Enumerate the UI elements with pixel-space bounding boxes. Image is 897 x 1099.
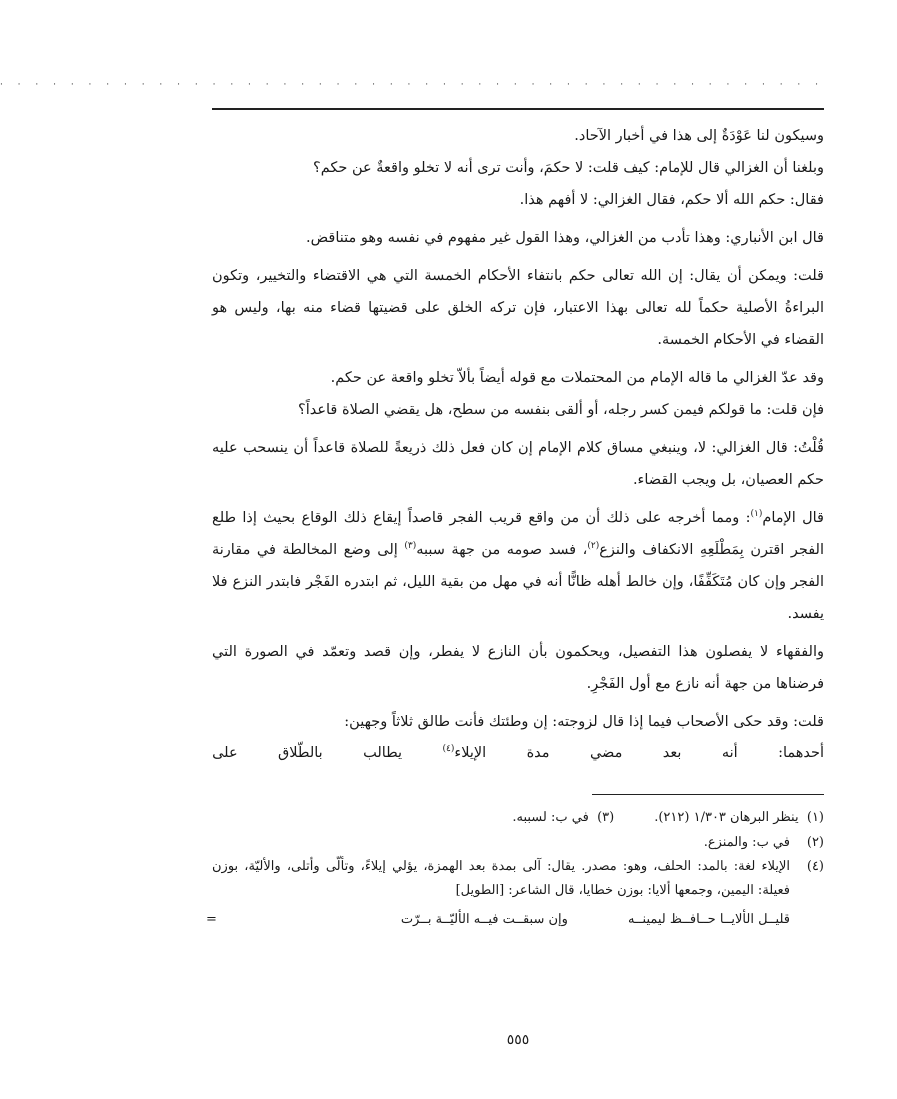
poetry-verse bbox=[206, 905, 824, 935]
footnote-1-number: (١) bbox=[806, 810, 824, 825]
paragraph-1: وسيكون لنا عَوْدَةٌ إلى هذا في أخبار الآحاد. bbox=[574, 128, 824, 144]
paragraph-2: وبلغنا أن الغزالي قال للإمام: كيف قلت: لا حكمَ، وأنت ترى أنه لا تخلو واقعةٌ عن حكم؟ bbox=[313, 160, 824, 176]
footnote-ref-2[interactable]: (٢) bbox=[587, 541, 600, 552]
paragraph-11: قلت: وقد حكى الأصحاب فيما إذا قال لزوجته: إن وطئتك فأنت طالق ثلاثاً وجهين: bbox=[344, 714, 824, 730]
footnote-3 bbox=[512, 805, 614, 831]
paragraph-10: والفقهاء لا يفصلون هذا التفصيل، ويحكمون بأن النازع لا يفطر، وإن قصد وتعمّد في الصورة التي فرضناها من جهة أنه نازع مع أول الفَجْرِ. bbox=[212, 644, 824, 692]
p12-word: مدة bbox=[526, 745, 550, 761]
footnote-2-text: في ب: والمنزع. bbox=[703, 835, 790, 850]
paragraph-6: وقد عدّ الغزالي ما قاله الإمام من المحتملات مع قوله أيضاً بألاّ تخلو واقعة عن حكم. bbox=[330, 370, 824, 386]
footnotes-row-1 bbox=[212, 805, 824, 831]
p12-word-with-note bbox=[443, 738, 487, 768]
verse-hemistich-1: قليــل الألايــا حــافــظ ليمينــه bbox=[627, 912, 790, 927]
continued-marker: = bbox=[206, 912, 217, 927]
p12-word: بعد bbox=[662, 745, 682, 761]
paragraph-9 bbox=[212, 502, 824, 630]
p12-word: بالطّلاق bbox=[278, 745, 323, 761]
paragraph-9-part-d: إلى وضع المخالطة في مقارنة الفجر وإن كان مُتَكَفِّفًا، وإن خالط أهله ظانًّا أنه في مهل من بقية الليل، ثم ابتدره الفَجْر فابتدر النزع فلا يفسد. bbox=[212, 542, 824, 622]
footnote-divider bbox=[592, 794, 824, 795]
paragraph-8: قُلْتُ: قال الغزالي: لا، وينبغي مساق كلام الإمام إن كان فعل ذلك ذريعةً للصلاة قاعداً أن ينسحب عليه حكم العصيان، بل ويجب القضاء. bbox=[212, 440, 824, 488]
footnote-ref-3[interactable]: (٣) bbox=[404, 541, 417, 552]
footnote-1-text: ينظر البرهان ١/٣٠٣ (٢١٢). bbox=[654, 810, 799, 825]
footnote-4-text: الإيلاء لغة: بالمد: الحلف، وهو: مصدر. يقال: آلى بمدة بعد الهمزة، يؤلي إيلاءً، وتألّى وأتلى، والأليّة، بوزن فعيلة: اليمين، وجمعها ألايا: بوزن خطايا، قال الشاعر: [الطويل] bbox=[212, 859, 790, 898]
paragraph-12-line bbox=[212, 738, 824, 768]
footnote-4-number: (٤) bbox=[806, 859, 824, 874]
paragraph-9-part-c: ، فسد صومه من جهة سببه bbox=[416, 542, 588, 558]
footnote-3-text: في ب: لسببه. bbox=[512, 810, 589, 825]
paragraph-7: فإن قلت: ما قولكم فيمن كسر رجله، أو ألقى بنفسه من سطح، هل يقضي الصلاة قاعداً؟ bbox=[298, 402, 824, 418]
p12-word: مضي bbox=[589, 745, 623, 761]
paragraph-3: فقال: حكم الله ألا حكم، فقال الغزالي: لا أفهم هذا. bbox=[519, 192, 824, 208]
footnote-4 bbox=[212, 855, 824, 903]
p12-word: يطالب bbox=[363, 745, 403, 761]
p12-word: على bbox=[212, 745, 238, 761]
p12-word: أحدهما: bbox=[778, 745, 824, 761]
verse-hemistich-2: وإن سبقــت فيــه الأليّــة بــرّت bbox=[400, 912, 568, 927]
p12-word: الإيلاء bbox=[454, 745, 487, 761]
footnote-2 bbox=[212, 831, 824, 855]
footnote-2-number: (٢) bbox=[806, 835, 824, 850]
footnote-3-number: (٣) bbox=[597, 810, 615, 825]
header-dots: · · · · · · · · · · · · · · · · · · · · · · · · · · · · · · · · · · · · · · · · · · · · · · · bbox=[0, 80, 824, 90]
paragraph-5: قلت: ويمكن أن يقال: إن الله تعالى حكم بانتفاء الأحكام الخمسة التي هي الاقتضاء والتخيير، وتكون البراءةُ الأصلية حكماً لله تعالى بهذا الاعتبار، فإن تركه الخلق على قضيتها قضاء منه بها، وليس هو القضاء في الأحكام الخمسة. bbox=[212, 268, 824, 348]
footnote-1 bbox=[654, 805, 824, 831]
page-content bbox=[0, 80, 825, 1048]
footnote-ref-4[interactable]: (٤) bbox=[442, 744, 455, 755]
header-rule bbox=[212, 108, 824, 110]
paragraph-9-part-b: : ومما أخرجه على ذلك أن من واقع قريب الفجر قاصداً إيقاع ذلك الوقاع بحيث إذا طلع الفجر اقترن بِمَطْلَعِهِ الانكفاف والنزع bbox=[212, 510, 825, 558]
paragraph-4: قال ابن الأنباري: وهذا تأدب من الغزالي، وهذا القول غير مفهوم في نفسه وهو متناقض. bbox=[306, 230, 824, 246]
paragraph-9-part-a: قال الإمام bbox=[762, 510, 824, 526]
p12-word: أنه bbox=[721, 745, 738, 761]
page-number: ٥٥٥ bbox=[506, 1032, 530, 1048]
footnote-ref-1[interactable]: (١) bbox=[750, 509, 763, 520]
